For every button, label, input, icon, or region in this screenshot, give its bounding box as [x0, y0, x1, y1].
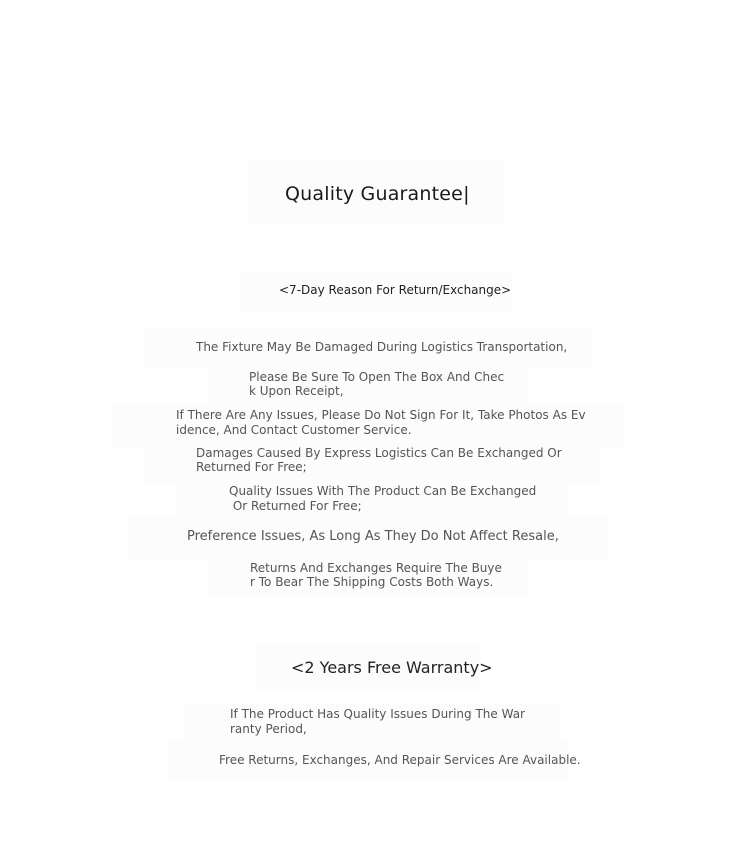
return-line-9: Or Returned For Free; — [229, 499, 362, 513]
return-line-8: Quality Issues With The Product Can Be Exchanged — [229, 484, 537, 498]
return-line-4: If There Are Any Issues, Please Do Not Sign For It, Take Photos As Ev — [176, 408, 586, 422]
warranty-line-3: Free Returns, Exchanges, And Repair Services Are Available. — [219, 753, 581, 767]
return-line-2: Please Be Sure To Open The Box And Chec — [249, 370, 505, 384]
return-line-5: idence, And Contact Customer Service. — [176, 423, 412, 437]
warranty-section-heading: <2 Years Free Warranty> — [291, 658, 493, 677]
return-line-3: k Upon Receipt, — [249, 384, 344, 398]
return-section-heading: <7-Day Reason For Return/Exchange> — [279, 283, 512, 297]
return-line-12: r To Bear The Shipping Costs Both Ways. — [250, 575, 494, 589]
return-line-11: Returns And Exchanges Require The Buye — [250, 561, 502, 575]
warranty-line-2: ranty Period, — [230, 722, 307, 736]
return-line-10: Preference Issues, As Long As They Do Not Affect Resale, — [187, 529, 559, 544]
warranty-line-1: If The Product Has Quality Issues During The War — [230, 707, 525, 721]
return-line-6: Damages Caused By Express Logistics Can Be Exchanged Or — [196, 446, 562, 460]
return-line-7: Returned For Free; — [196, 460, 307, 474]
page-title: Quality Guarantee| — [285, 183, 470, 205]
return-line-1: The Fixture May Be Damaged During Logistics Transportation, — [196, 340, 568, 354]
